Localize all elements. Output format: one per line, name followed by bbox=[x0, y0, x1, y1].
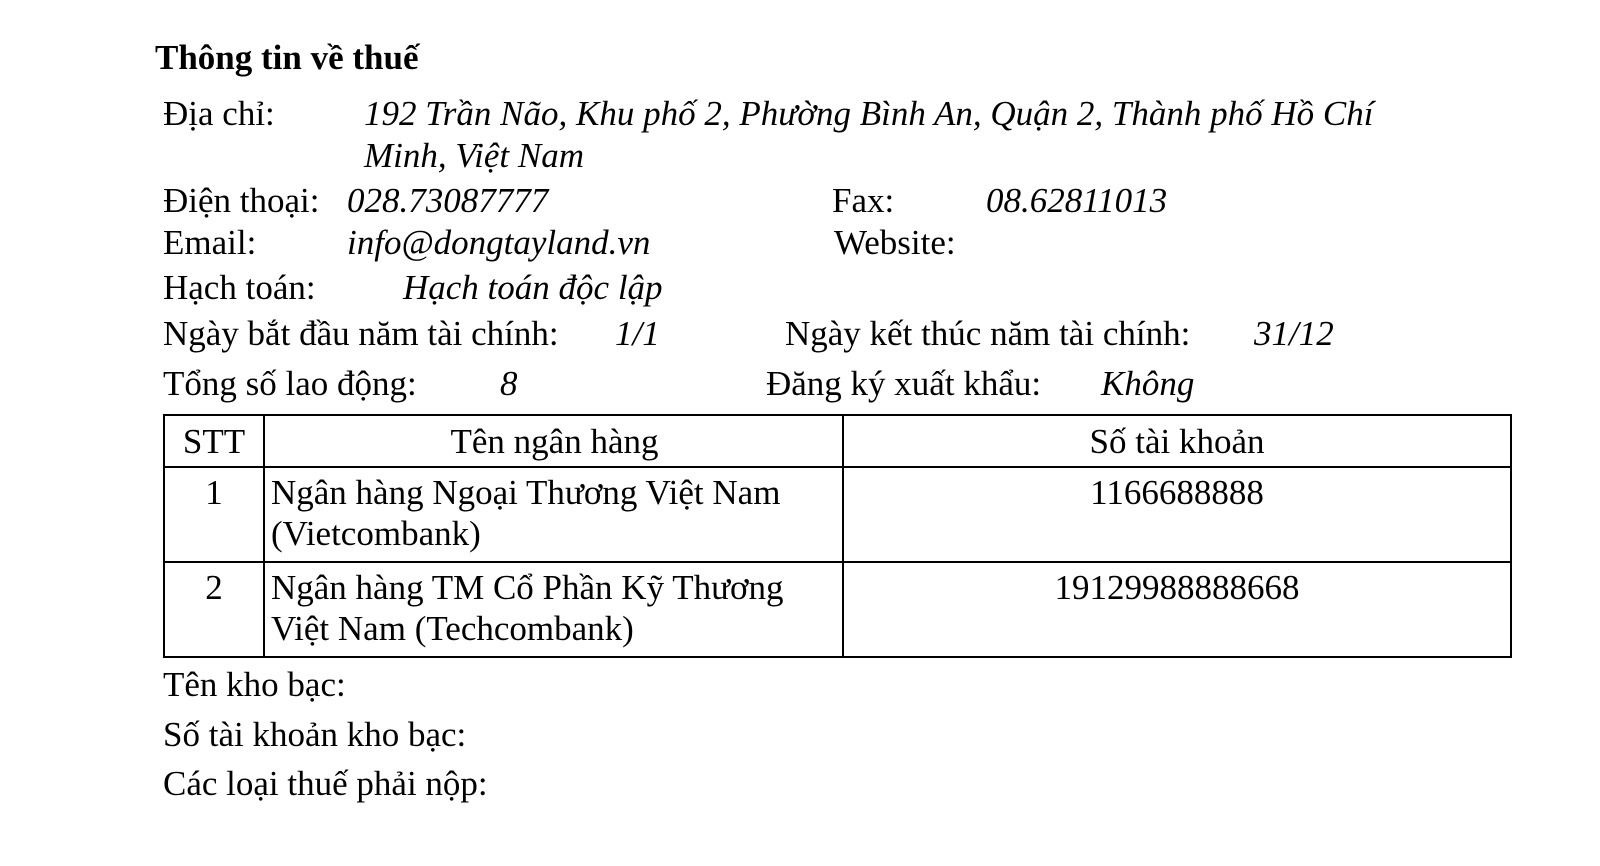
fiscal-end-label: Ngày kết thúc năm tài chính: bbox=[785, 314, 1191, 353]
tax-types-label: Các loại thuế phải nộp: bbox=[163, 764, 488, 803]
row-bank-name bbox=[264, 467, 843, 562]
header-stt: STT bbox=[164, 415, 264, 467]
export-value: Không bbox=[1101, 364, 1195, 403]
address-label: Địa chỉ: bbox=[163, 94, 275, 133]
phone-value: 028.73087777 bbox=[347, 181, 549, 220]
email-value: info@dongtayland.vn bbox=[347, 223, 651, 262]
row-stt: 2 bbox=[164, 562, 264, 657]
fax-label: Fax: bbox=[832, 181, 895, 220]
website-label: Website: bbox=[834, 223, 956, 262]
bank-name-line: Ngân hàng TM Cổ Phần Kỹ Thương bbox=[271, 568, 784, 607]
address-line-1: 192 Trần Não, Khu phố 2, Phường Bình An, Quận 2, Thành phố Hồ Chí bbox=[364, 94, 1374, 133]
bank-name-line: Ngân hàng Ngoại Thương Việt Nam bbox=[271, 473, 781, 512]
row-account: 1166688888 bbox=[843, 467, 1511, 562]
bank-name-line: Việt Nam (Techcombank) bbox=[271, 609, 634, 648]
bank-table bbox=[163, 414, 1512, 658]
email-label: Email: bbox=[163, 223, 257, 262]
fiscal-end-value: 31/12 bbox=[1254, 314, 1334, 353]
treasury-account-label: Số tài khoản kho bạc: bbox=[163, 715, 467, 754]
address-line-2: Minh, Việt Nam bbox=[364, 136, 585, 175]
phone-label: Điện thoại: bbox=[163, 181, 320, 220]
section-title: Thông tin về thuế bbox=[155, 38, 419, 77]
accounting-label: Hạch toán: bbox=[163, 268, 316, 307]
row-bank-name bbox=[264, 562, 843, 657]
row-account: 19129988888668 bbox=[843, 562, 1511, 657]
employees-label: Tổng số lao động: bbox=[163, 364, 417, 403]
employees-value: 8 bbox=[500, 364, 518, 403]
export-label: Đăng ký xuất khẩu: bbox=[766, 364, 1042, 403]
accounting-value: Hạch toán độc lập bbox=[403, 268, 663, 307]
header-account: Số tài khoản bbox=[843, 415, 1511, 467]
table-row bbox=[164, 562, 1511, 657]
table-row bbox=[164, 467, 1511, 562]
header-bank-name: Tên ngân hàng bbox=[264, 415, 843, 467]
row-stt: 1 bbox=[164, 467, 264, 562]
fiscal-start-label: Ngày bắt đầu năm tài chính: bbox=[163, 314, 559, 353]
bank-name-line: (Vietcombank) bbox=[271, 514, 481, 553]
table-header-row bbox=[164, 415, 1511, 467]
fax-value: 08.62811013 bbox=[986, 181, 1168, 220]
treasury-name-label: Tên kho bạc: bbox=[163, 665, 346, 704]
fiscal-start-value: 1/1 bbox=[615, 314, 660, 353]
